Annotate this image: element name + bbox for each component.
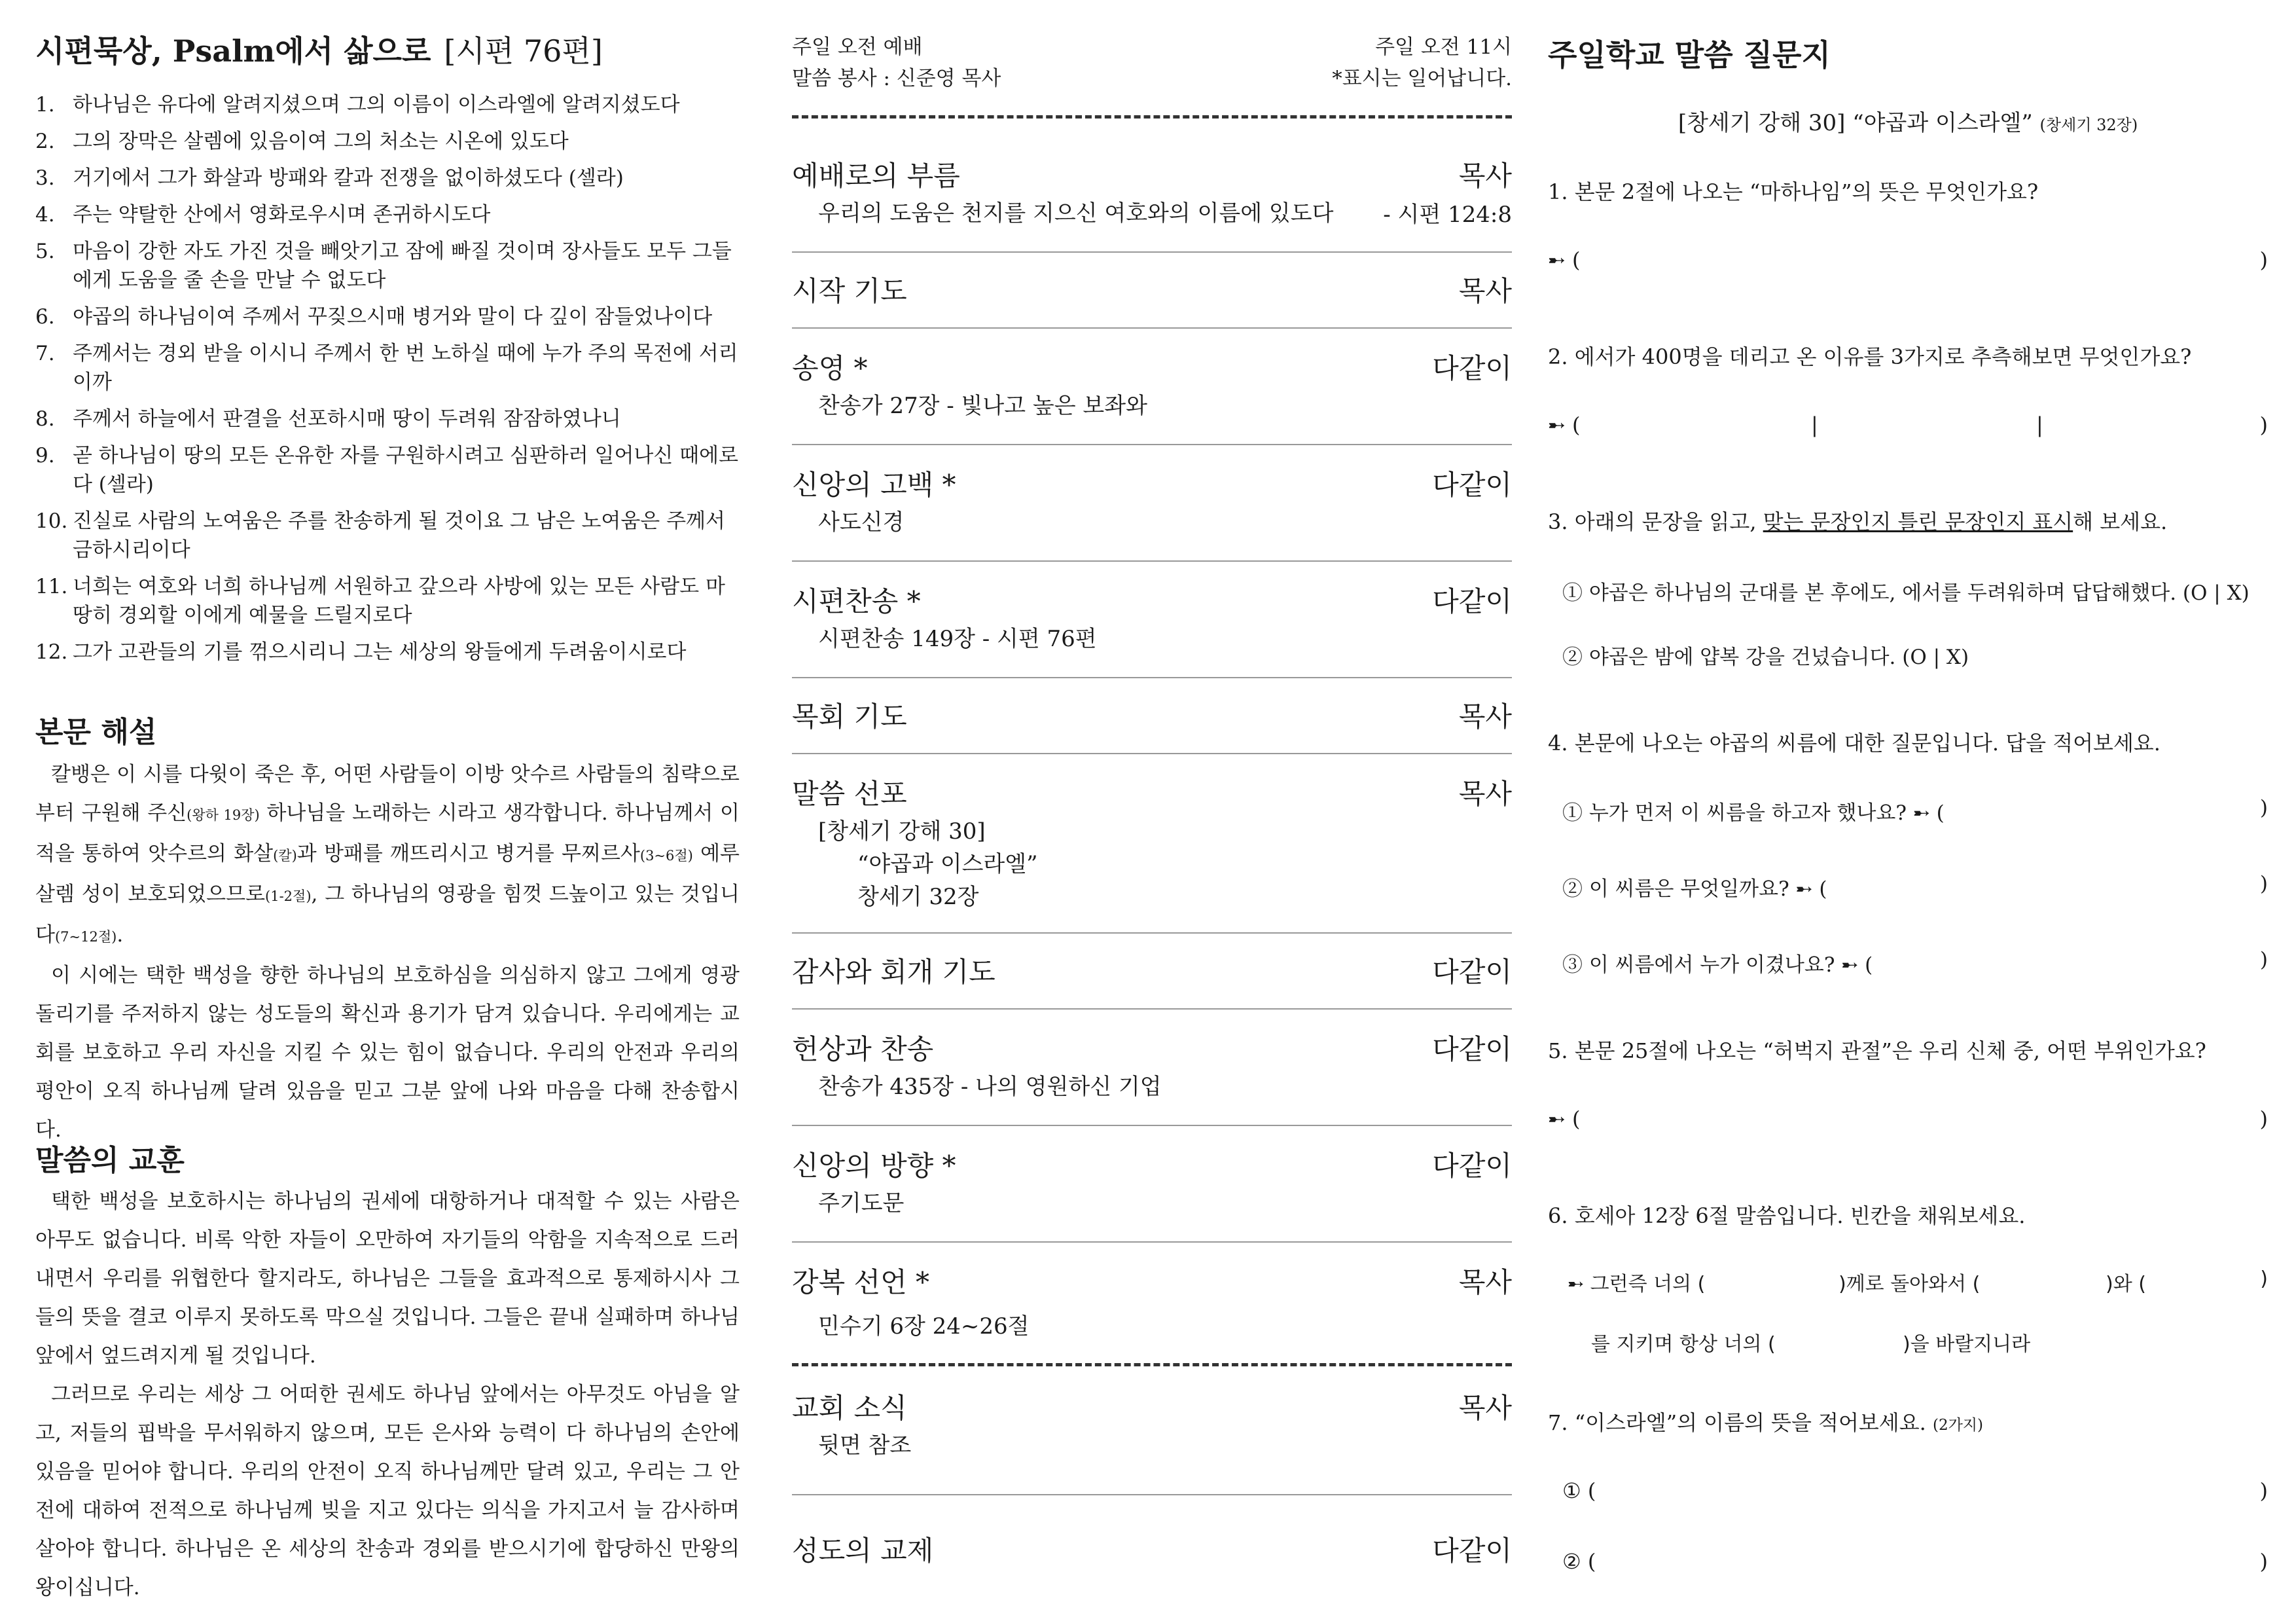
order-item-leader: 다같이	[1432, 1150, 1512, 1182]
order-item-name: 신앙의 고백 *	[792, 469, 956, 501]
divider	[792, 677, 1512, 678]
question-text: 3. 아래의 문장을 읽고,	[1548, 509, 1763, 534]
question-emphasis: 맞는 문장인지 틀린 문장인지 표시	[1763, 509, 2073, 534]
order-item-name: 성도의 교제	[792, 1535, 934, 1567]
verse-number: 9.	[35, 444, 55, 467]
order-item-leader: 목사	[1458, 778, 1512, 810]
verse-text: 그의 장막은 살렘에 있음이여 그의 처소는 시온에 있도다	[73, 130, 569, 153]
order-item-reference: - 시편 124:8	[1383, 202, 1512, 228]
commentary-body	[35, 756, 740, 1150]
verse-text: 주께서는 경외 받을 이시니 주께서 한 번 노하실 때에 누가 주의 목전에 서리이까	[73, 342, 738, 394]
sermon-passage: 창세기 32장	[857, 884, 979, 910]
service-time: 주일 오전 11시	[1375, 35, 1512, 59]
reference-note: (칼)	[273, 848, 297, 864]
order-item-name: 신앙의 방향 *	[792, 1150, 956, 1182]
list-item	[35, 127, 740, 156]
commentary-text: 칼뱅은 이 시를 다윗이 죽은 후, 어떤 사람들이 이방 앗수르 사람들의 침략으로부터 구원해 주신	[35, 763, 740, 825]
divider	[792, 753, 1512, 754]
commentary-text: 하나님을 노래하는 시라고 생각합니다. 하나님께서 이적을 통하여 앗수르의 화살	[35, 801, 740, 866]
verse-text: 야곱의 하나님이여 주께서 꾸짖으시매 병거와 말이 다 깊이 잠들었나이다	[73, 305, 713, 329]
divider	[792, 327, 1512, 329]
question-4: 4. 본문에 나오는 야곱의 씨름에 대한 질문입니다. 답을 적어보세요.	[1548, 731, 2161, 756]
answer-close: )	[2259, 872, 2268, 896]
question-3	[1548, 505, 2167, 536]
list-item	[35, 441, 740, 499]
order-item-name: 목회 기도	[792, 701, 907, 733]
list-item	[35, 164, 740, 192]
answer-separator: |	[2036, 412, 2043, 437]
order-item-leader: 다같이	[1432, 352, 1512, 384]
verse-text: 주께서 하늘에서 판결을 선포하시매 땅이 두려워 잠잠하였나니	[73, 407, 621, 431]
list-item	[35, 200, 740, 229]
question-4-item-3[interactable]: ③ 이 씨름에서 누가 이겼나요? ➸ (	[1562, 953, 1873, 977]
subtitle-main: [창세기 강해 30] “야곱과 이스라엘”	[1677, 110, 2033, 136]
question-note: (2가지)	[1932, 1417, 1983, 1434]
fill-in-line-1[interactable]	[1548, 1267, 2268, 1296]
question-text: 7. “이스라엘”의 이름의 뜻을 적어보세요.	[1548, 1410, 1926, 1435]
verse-number: 8.	[35, 407, 55, 431]
divider	[792, 1008, 1512, 1010]
verse-text: 곧 하나님이 땅의 모든 온유한 자를 구원하시려고 심판하러 일어나신 때에로다 (셀라)	[73, 444, 739, 496]
answer-close: )	[2259, 1106, 2268, 1131]
commentary-paragraph-1	[35, 756, 740, 957]
fill-in-text: )와 (	[2106, 1273, 2146, 1296]
fill-in-text: 를 지키며 항상 너의 (	[1591, 1333, 1776, 1356]
commentary-text: 예루살렘 성이 보호되었으므로	[35, 842, 740, 906]
standing-note: *표시는 일어납니다.	[1332, 67, 1512, 90]
answer-line-5[interactable]	[1548, 1106, 2268, 1135]
answer-line-1[interactable]	[1548, 247, 2268, 276]
order-item-detail: 시편찬송 149장 - 시편 76편	[818, 626, 1097, 652]
verse-number: 2.	[35, 130, 55, 153]
reference-note: (7~12절)	[54, 929, 117, 945]
divider	[792, 444, 1512, 445]
lesson-heading: 말씀의 교훈	[35, 1144, 185, 1177]
answer-close: )	[2259, 796, 2268, 820]
answer-close: )	[2260, 1267, 2268, 1290]
sunday-school-questionnaire	[1548, 0, 2268, 1623]
question-4-item-2[interactable]: ② 이 씨름은 무엇일까요? ➸ (	[1562, 877, 1827, 901]
answer-close: )	[2259, 247, 2268, 272]
answer-close: )	[2259, 1478, 2268, 1503]
answer-open: ② (	[1562, 1549, 1596, 1574]
answer-close: )	[2259, 412, 2268, 437]
answer-arrow-icon: ➸ (	[1548, 247, 1581, 272]
order-item-name: 헌상과 찬송	[792, 1033, 934, 1065]
verse-number: 5.	[35, 240, 55, 263]
verse-text: 그가 고관들의 기를 꺾으시리니 그는 세상의 왕들에게 두려움이시로다	[73, 640, 687, 664]
answer-line-7-2[interactable]	[1548, 1549, 2268, 1578]
service-name: 주일 오전 예배	[792, 35, 923, 59]
list-item	[35, 638, 740, 666]
answer-arrow-icon: ➸ (	[1548, 412, 1581, 437]
verse-text: 마음이 강한 자도 가진 것을 빼앗기고 잠에 빠질 것이며 장사들도 모두 그들에게 도움을 줄 손을 만날 수 없도다	[73, 240, 732, 292]
answer-arrow-icon: ➸ (	[1548, 1106, 1581, 1131]
lesson-paragraph-1: 택한 백성을 보호하시는 하나님의 권세에 대항하거나 대적할 수 있는 사람은 아무도 없습니다. 비록 악한 자들이 오만하여 자기들의 악함을 지속적으로 드러내면서 우리를 위협한다 할지라도, 하나님은 그들을 효과적으로 통제하시사 그들의 뜻을 결코 이루지 못하도록 막으실 것입니다. 그들은 끝내 실패하며 하나님 앞에서 엎드려지게 될 것입니다.	[35, 1190, 740, 1368]
list-item	[35, 405, 740, 433]
service-info-right	[1332, 31, 1512, 94]
order-item-name: 교회 소식	[792, 1392, 907, 1424]
verse-number: 4.	[35, 203, 55, 227]
verse-text: 주는 약탈한 산에서 영화로우시며 존귀하시도다	[73, 203, 491, 227]
divider	[792, 560, 1512, 562]
order-item-name: 예배로의 부름	[792, 160, 960, 192]
commentary-text: , 그 하나님의 영광을 힘껏 드높이고 있는 것입니다	[35, 883, 740, 947]
order-item-detail: 뒷면 참조	[818, 1432, 912, 1459]
commentary-text: .	[117, 923, 124, 947]
order-item-detail: 주기도문	[818, 1190, 905, 1216]
order-item-name: 송영 *	[792, 352, 868, 384]
list-item	[35, 237, 740, 295]
question-3-item-1[interactable]: ① 야곱은 하나님의 군대를 본 후에도, 에서를 두려워하며 답답해했다. (O | X)	[1562, 581, 2250, 605]
answer-open: ① (	[1562, 1478, 1596, 1503]
question-3-item-2[interactable]: ② 야곱은 밤에 얍복 강을 건넜습니다. (O | X)	[1562, 646, 1969, 669]
commentary-heading: 본문 해설	[35, 716, 157, 749]
order-item-leader: 목사	[1458, 160, 1512, 192]
service-info-left	[792, 31, 1001, 94]
subtitle-passage: (창세기 32장)	[2039, 116, 2138, 134]
answer-close: )	[2259, 1549, 2268, 1574]
reference-note: (왕하 19장)	[187, 807, 260, 823]
question-1: 1. 본문 2절에 나오는 “마하나임”의 뜻은 무엇인가요?	[1548, 179, 2039, 204]
order-item-leader: 다같이	[1432, 585, 1512, 617]
divider	[792, 1125, 1512, 1126]
sermon-series: [창세기 강해 30]	[818, 818, 986, 845]
divider	[792, 932, 1512, 934]
fill-in-line-2[interactable]	[1548, 1328, 2268, 1357]
answer-close: )	[2259, 948, 2268, 972]
question-6: 6. 호세아 12장 6절 말씀입니다. 빈칸을 채워보세요.	[1548, 1203, 2026, 1228]
commentary-paragraph-2: 이 시에는 택한 백성을 향한 하나님의 보호하심을 의심하지 않고 그에게 영광 돌리기를 주저하지 않는 성도들의 확신과 용기가 담겨 있습니다. 우리에게는 교회를 보호하고 우리 자신을 지킬 수 있는 힘이 없습니다. 우리의 안전과 우리의 평안이 오직 하나님께 달려 있음을 믿고 그분 앞에 나와 마음을 다해 찬송합시다.	[35, 964, 740, 1142]
order-item-leader: 다같이	[1432, 956, 1512, 988]
verse-number: 10.	[35, 509, 68, 533]
order-item-name: 강복 선언 *	[792, 1266, 929, 1298]
order-item-detail: 사도신경	[818, 509, 905, 536]
reference-note: (1-2절)	[265, 888, 312, 904]
psalm-title	[35, 27, 603, 71]
verse-number: 11.	[35, 575, 68, 598]
worship-order-column	[792, 0, 1512, 1623]
divider	[792, 1494, 1512, 1495]
verse-text: 거기에서 그가 화살과 방패와 칼과 전쟁을 없이하셨도다 (셀라)	[73, 166, 624, 190]
verse-number: 12.	[35, 640, 68, 664]
order-item-leader: 다같이	[1432, 1033, 1512, 1065]
sermon-title: “야곱과 이스라엘”	[857, 851, 1038, 877]
order-item-detail: 민수기 6장 24~26절	[818, 1313, 1030, 1340]
questionnaire-subtitle	[1548, 105, 2268, 137]
psalm-verse-list	[35, 90, 740, 674]
reference-note: (3~6절)	[639, 848, 693, 864]
dashed-divider	[792, 1363, 1512, 1366]
question-4-item-1[interactable]: ① 누가 먼저 이 씨름을 하고자 했나요? ➸ (	[1562, 801, 1945, 825]
verse-number: 6.	[35, 305, 55, 329]
order-item-detail: 찬송가 435장 - 나의 영원하신 기업	[818, 1074, 1162, 1100]
verse-text: 하나님은 유다에 알려지셨으며 그의 이름이 이스라엘에 알려지셨도다	[73, 93, 680, 117]
order-item-name: 감사와 회개 기도	[792, 956, 996, 988]
order-item-leader: 목사	[1458, 701, 1512, 733]
order-item-name: 시작 기도	[792, 275, 907, 307]
fill-in-text: )께로 돌아와서 (	[1839, 1273, 1981, 1296]
divider	[792, 1241, 1512, 1243]
order-item-leader: 다같이	[1432, 1535, 1512, 1567]
answer-line-7-1[interactable]	[1548, 1478, 2268, 1507]
question-7	[1548, 1406, 1983, 1436]
list-item	[35, 339, 740, 397]
list-item	[35, 90, 740, 119]
fill-in-text: ➸ 그런즉 너의 (	[1568, 1273, 1706, 1296]
order-item-leader: 목사	[1458, 275, 1512, 307]
order-item-detail: 우리의 도움은 천지를 지으신 여호와의 이름에 있도다	[818, 200, 1334, 227]
order-item-detail: 찬송가 27장 - 빛나고 높은 보좌와	[818, 393, 1147, 419]
list-item	[35, 302, 740, 331]
list-item	[35, 572, 740, 630]
divider	[792, 251, 1512, 253]
psalm-title-bracket: [시편 76편]	[444, 33, 603, 69]
verse-number: 1.	[35, 93, 55, 117]
answer-separator: |	[1811, 412, 1818, 437]
lesson-body	[35, 1182, 740, 1607]
order-item-leader: 다같이	[1432, 469, 1512, 501]
question-2: 2. 에서가 400명을 데리고 온 이유를 3가지로 추측해보면 무엇인가요?	[1548, 344, 2192, 369]
question-text: 해 보세요.	[2073, 509, 2168, 534]
order-item-name: 시편찬송 *	[792, 585, 921, 617]
verse-text: 진실로 사람의 노여움은 주를 찬송하게 될 것이요 그 남은 노여움은 주께서 금하시리이다	[73, 509, 725, 562]
dashed-divider	[792, 115, 1512, 119]
questionnaire-title: 주일학교 말씀 질문지	[1548, 37, 1831, 73]
order-item-leader: 목사	[1458, 1392, 1512, 1424]
psalm-title-text: 시편묵상, Psalm에서 삶으로	[35, 33, 431, 69]
order-item-name: 말씀 선포	[792, 778, 907, 810]
lesson-paragraph-2: 그러므로 우리는 세상 그 어떠한 권세도 하나님 앞에서는 아무것도 아님을 알고, 저들의 핍박을 무서워하지 않으며, 모든 은사와 능력이 다 하나님의 손안에 있음을 믿어야 합니다. 우리의 안전이 오직 하나님께만 달려 있고, 우리는 그 안전에 대하여 전적으로 하나님께 빚을 지고 있다는 의식을 가지고서 늘 감사하며 살아야 합니다. 하나님은 온 세상의 찬송과 경외를 받으시기에 합당하신 만왕의 왕이십니다.	[35, 1383, 740, 1599]
order-item-leader: 목사	[1458, 1266, 1512, 1298]
verse-number: 7.	[35, 342, 55, 365]
commentary-text: 과 방패를 깨뜨리시고 병거를 무찌르사	[296, 842, 640, 866]
question-5: 5. 본문 25절에 나오는 “허벅지 관절”은 우리 신체 중, 어떤 부위인가요?	[1548, 1038, 2206, 1063]
psalm-meditation-column	[35, 0, 740, 1623]
list-item	[35, 507, 740, 564]
preacher: 말씀 봉사 : 신준영 목사	[792, 67, 1001, 90]
verse-number: 3.	[35, 166, 55, 190]
answer-line-2[interactable]	[1548, 412, 2268, 441]
fill-in-text: )을 바랄지니라	[1903, 1333, 2031, 1356]
verse-text: 너희는 여호와 너희 하나님께 서원하고 갚으라 사방에 있는 모든 사람도 마땅히 경외할 이에게 예물을 드릴지로다	[73, 575, 725, 627]
